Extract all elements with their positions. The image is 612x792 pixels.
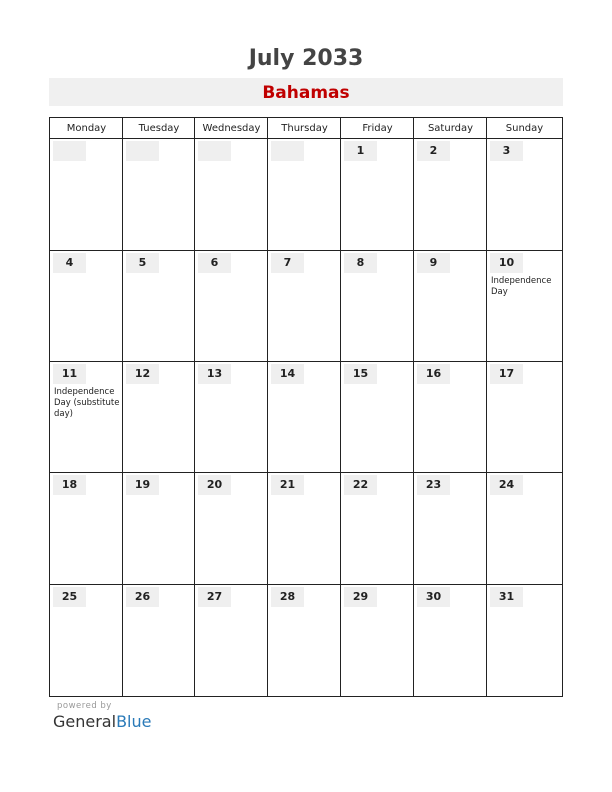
day-number: 28: [271, 587, 304, 607]
page-title: July 2033: [248, 46, 364, 71]
day-cell-7[interactable]: [268, 251, 341, 362]
day-number: 16: [417, 364, 450, 384]
day-number: 22: [344, 475, 377, 495]
weekday-thursday: Thursday: [281, 123, 328, 134]
generalblue-logo[interactable]: [53, 712, 151, 731]
day-cell-2[interactable]: [414, 139, 487, 251]
day-number: 27: [198, 587, 231, 607]
day-cell-16[interactable]: [414, 362, 487, 473]
day-number: 12: [126, 364, 159, 384]
country-banner: [49, 78, 563, 106]
day-cell-21[interactable]: [268, 473, 341, 585]
day-cell-24[interactable]: [487, 473, 562, 585]
day-cell-20[interactable]: [195, 473, 268, 585]
day-cell-15[interactable]: [341, 362, 414, 473]
day-number: 19: [126, 475, 159, 495]
day-cell-5[interactable]: [123, 251, 195, 362]
weekday-monday: Monday: [66, 123, 107, 134]
day-cell-13[interactable]: [195, 362, 268, 473]
day-number: 13: [198, 364, 231, 384]
blank-day-marker: [126, 141, 159, 161]
day-number: 3: [490, 141, 523, 161]
day-cell-23[interactable]: [414, 473, 487, 585]
empty-day-cell[interactable]: [195, 139, 268, 251]
day-number: 23: [417, 475, 450, 495]
logo-text-blue: Blue: [116, 712, 152, 731]
empty-day-cell[interactable]: [123, 139, 195, 251]
day-cell-6[interactable]: [195, 251, 268, 362]
day-number: 21: [271, 475, 304, 495]
day-cell-22[interactable]: [341, 473, 414, 585]
day-number: 29: [344, 587, 377, 607]
holiday-label: Independence Day: [491, 276, 552, 297]
day-cell-8[interactable]: [341, 251, 414, 362]
powered-by-label: powered by: [57, 701, 112, 711]
day-cell-14[interactable]: [268, 362, 341, 473]
day-number: 24: [490, 475, 523, 495]
weekday-friday: Friday: [362, 123, 393, 134]
empty-day-cell[interactable]: [268, 139, 341, 251]
weekday-sunday: Sunday: [505, 123, 544, 134]
blank-day-marker: [198, 141, 231, 161]
day-number: 10: [490, 253, 523, 273]
day-cell-9[interactable]: [414, 251, 487, 362]
day-cell-30[interactable]: [414, 585, 487, 696]
day-number: 17: [490, 364, 523, 384]
day-cell-12[interactable]: [123, 362, 195, 473]
day-cell-3[interactable]: [487, 139, 562, 251]
logo-text-general: General: [53, 712, 117, 731]
day-number: 25: [53, 587, 86, 607]
day-cell-28[interactable]: [268, 585, 341, 696]
day-number: 4: [53, 253, 86, 273]
day-cell-19[interactable]: [123, 473, 195, 585]
day-number: 6: [198, 253, 231, 273]
day-number: 30: [417, 587, 450, 607]
day-number: 15: [344, 364, 377, 384]
day-cell-31[interactable]: [487, 585, 562, 696]
day-cell-4[interactable]: [50, 251, 123, 362]
day-cell-18[interactable]: [50, 473, 123, 585]
day-cell-10[interactable]: [487, 251, 562, 362]
day-number: 2: [417, 141, 450, 161]
day-number: 26: [126, 587, 159, 607]
day-cell-26[interactable]: [123, 585, 195, 696]
calendar-grid: [49, 117, 563, 697]
day-number: 14: [271, 364, 304, 384]
country-name: Bahamas: [262, 83, 350, 103]
day-cell-1[interactable]: [341, 139, 414, 251]
blank-day-marker: [271, 141, 304, 161]
weekday-wednesday: Wednesday: [202, 123, 261, 134]
day-number: 31: [490, 587, 523, 607]
day-cell-11[interactable]: [50, 362, 123, 473]
weekday-tuesday: Tuesday: [138, 123, 180, 134]
weekday-saturday: Saturday: [427, 123, 474, 134]
day-number: 1: [344, 141, 377, 161]
day-number: 11: [53, 364, 86, 384]
day-number: 5: [126, 253, 159, 273]
day-number: 7: [271, 253, 304, 273]
empty-day-cell[interactable]: [50, 139, 123, 251]
holiday-label: Independence Day (substitute day): [54, 387, 120, 419]
blank-day-marker: [53, 141, 86, 161]
day-number: 18: [53, 475, 86, 495]
day-cell-25[interactable]: [50, 585, 123, 696]
day-cell-29[interactable]: [341, 585, 414, 696]
day-number: 8: [344, 253, 377, 273]
day-number: 9: [417, 253, 450, 273]
day-cell-17[interactable]: [487, 362, 562, 473]
day-cell-27[interactable]: [195, 585, 268, 696]
day-number: 20: [198, 475, 231, 495]
